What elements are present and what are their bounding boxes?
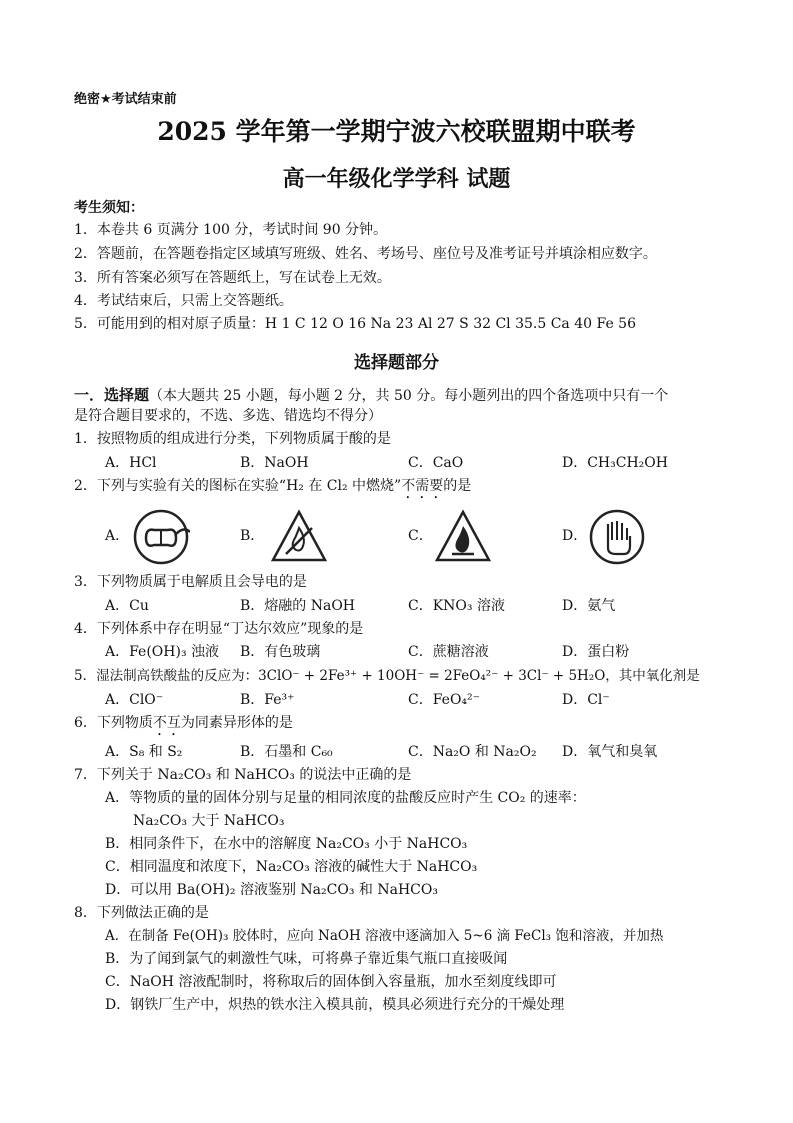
q5-stem: 5．湿法制高铁酸盐的反应为：3ClO⁻ + 2Fe³⁺ + 10OH⁻ = 2FeO₄²⁻ + 3Cl⁻ + 5H₂O，其中氧化剂是: [74, 668, 700, 684]
exam-subtitle: 高一年级化学学科 试题: [282, 166, 511, 192]
q2-stem-post: 的是: [443, 478, 472, 494]
q7-stem: 7．下列关于 Na₂CO₃ 和 NaHCO₃ 的说法中正确的是: [74, 767, 412, 783]
q7-option-d: D．可以用 Ba(OH)₂ 溶液鉴别 Na₂CO₃ 和 NaHCO₃: [105, 882, 438, 898]
goggles-icon: [132, 508, 190, 566]
q4-option-d: D．蛋白粉: [562, 644, 630, 660]
q4-option-c: C．蔗糖溶液: [408, 644, 489, 660]
q3-option-c: C．KNO₃ 溶液: [408, 598, 505, 614]
q4-option-a: A．Fe(OH)₃ 浊液: [105, 644, 220, 660]
flame-icon: [434, 508, 492, 566]
q5-option-b: B．Fe³⁺: [240, 692, 295, 708]
q5-option-a: A．ClO⁻: [105, 692, 164, 708]
q8-option-b: B．为了闻到氯气的刺激性气味，可将鼻子靠近集气瓶口直接吸闻: [105, 951, 508, 967]
q1-option-b: B．NaOH: [240, 455, 309, 471]
q2-emphasis: 不需要: [401, 478, 444, 494]
exam-title: 2025 学年第一学期宁波六校联盟期中联考: [157, 117, 636, 146]
q3-option-d: D．氨气: [562, 598, 616, 614]
q6-stem-post: 为同素异形体的是: [180, 715, 293, 731]
hand-wash-icon: [588, 508, 646, 566]
q3-option-a: A．Cu: [105, 598, 149, 614]
section-heading: 一．选择题: [74, 386, 150, 404]
q2-option-a: A．: [105, 528, 130, 544]
q2-option-d: D．: [562, 528, 588, 544]
q6-option-d: D．氧气和臭氧: [562, 744, 658, 760]
q6-emphasis: 不互: [152, 715, 181, 731]
q8-option-c: C．NaOH 溶液配制时，将称取后的固体倒入容量瓶，加水至刻度线即可: [105, 974, 557, 990]
q2-stem: [74, 476, 471, 502]
q8-option-d: D．钢铁厂生产中，炽热的铁水注入模具前，模具必须进行充分的干燥处理: [105, 997, 565, 1013]
q6-option-c: C．Na₂O 和 Na₂O₂: [408, 744, 537, 760]
q6-stem-pre: 6．下列物质: [74, 715, 153, 731]
q1-stem: 1．按照物质的组成进行分类，下列物质属于酸的是: [74, 431, 391, 447]
q2-option-c: C．: [408, 528, 433, 544]
q2-stem-pre: 2．下列与实验有关的图标在实验“H₂ 在 Cl₂ 中燃烧”: [74, 478, 402, 494]
q1-option-a: A．HCl: [105, 455, 157, 471]
section-desc-line2: 是符合题目要求的，不选、多选、错选均不得分）: [74, 408, 382, 424]
q2-option-b: B．: [240, 528, 265, 544]
section-desc-line1: （本大题共 25 小题，每小题 2 分，共 50 分。每小题列出的四个备选项中只有一个: [149, 388, 669, 404]
confidential-label: 绝密★考试结束前: [74, 92, 177, 107]
notice-item: 1．本卷共 6 页满分 100 分，考试时间 90 分钟。: [74, 222, 388, 238]
q4-stem: 4．下列体系中存在明显“丁达尔效应”现象的是: [74, 621, 364, 637]
q7-option-c: C．相同温度和浓度下，Na₂CO₃ 溶液的碱性大于 NaHCO₃: [105, 859, 478, 875]
q7-option-b: B．相同条件下，在水中的溶解度 Na₂CO₃ 小于 NaHCO₃: [105, 836, 468, 852]
no-flame-icon: [270, 508, 328, 566]
q6-stem: [74, 713, 293, 739]
q7-option-a-cont: Na₂CO₃ 大于 NaHCO₃: [133, 813, 285, 829]
q6-option-a: A．S₈ 和 S₂: [105, 744, 183, 760]
q5-option-d: D．Cl⁻: [562, 692, 610, 708]
q4-option-b: B．有色玻璃: [240, 644, 321, 660]
notice-heading: 考生须知：: [74, 200, 144, 216]
q1-option-d: D．CH₃CH₂OH: [562, 455, 668, 471]
q1-option-c: C．CaO: [408, 455, 464, 471]
notice-item: 2．答题前，在答题卷指定区域填写班级、姓名、考场号、座位号及准考证号并填涂相应数字。: [74, 246, 657, 262]
q3-option-b: B．熔融的 NaOH: [240, 598, 356, 614]
section-title: 选择题部分: [354, 353, 439, 373]
notice-item: 3．所有答案必须写在答题纸上，写在试卷上无效。: [74, 270, 391, 286]
section-description: [74, 385, 668, 406]
q6-option-b: B．石墨和 C₆₀: [240, 744, 333, 760]
q5-option-c: C．FeO₄²⁻: [408, 692, 481, 708]
q7-option-a: A．等物质的量的固体分别与足量的相同浓度的盐酸反应时产生 CO₂ 的速率：: [105, 790, 586, 806]
q3-stem: 3．下列物质属于电解质且会导电的是: [74, 574, 307, 590]
notice-item: 4．考试结束后，只需上交答题纸。: [74, 293, 293, 309]
notice-item: 5．可能用到的相对原子质量：H 1 C 12 O 16 Na 23 Al 27 S 32 Cl 35.5 Ca 40 Fe 56: [74, 316, 636, 332]
q8-option-a: A．在制备 Fe(OH)₃ 胶体时，应向 NaOH 溶液中逐滴加入 5~6 滴 FeCl₃ 饱和溶液，并加热: [105, 928, 664, 944]
q8-stem: 8．下列做法正确的是: [74, 905, 209, 921]
